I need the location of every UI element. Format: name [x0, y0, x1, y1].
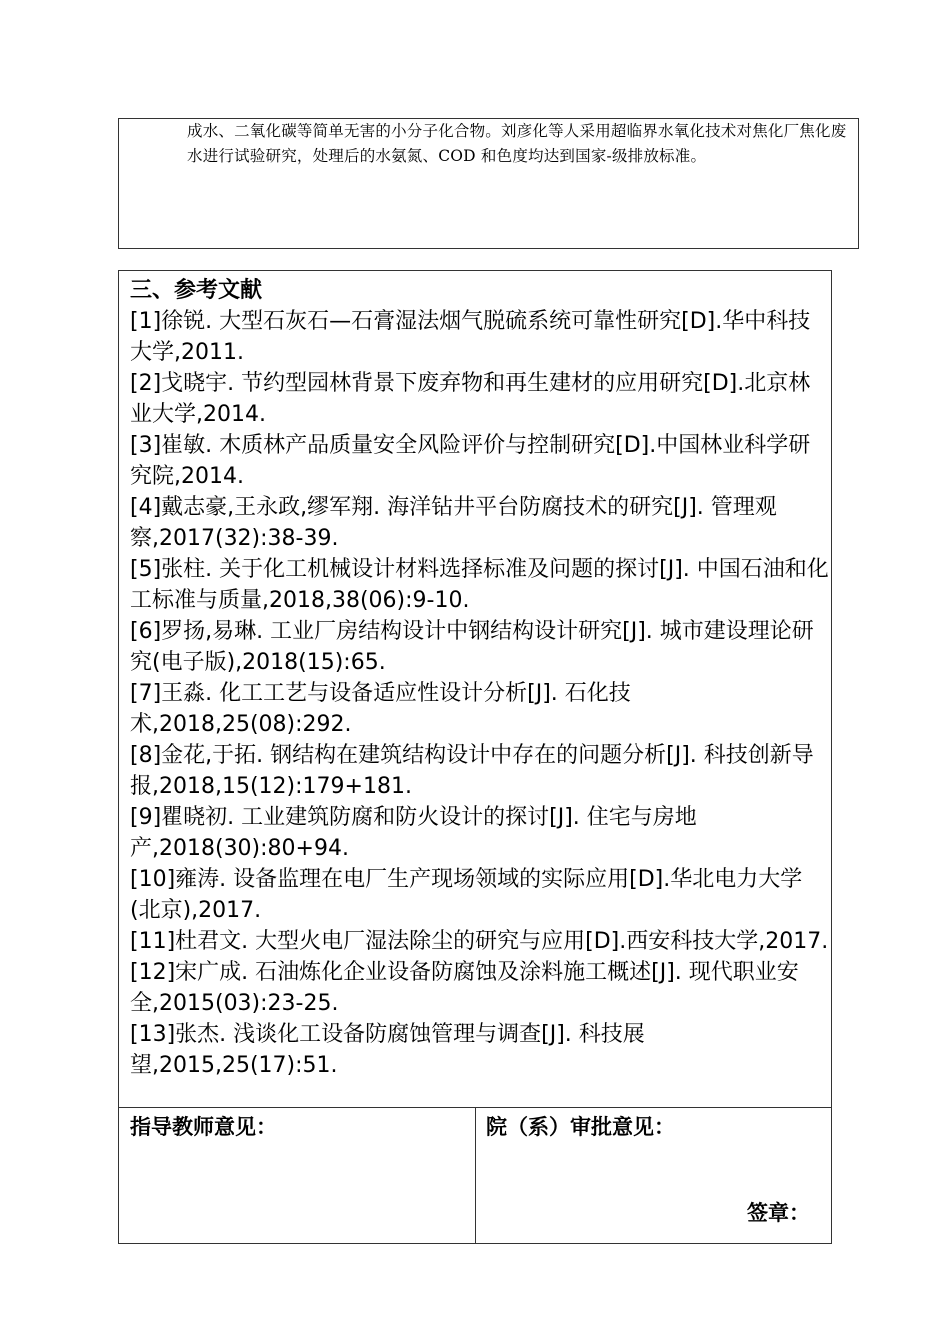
reference-item: [1]徐锐. 大型石灰石—石膏湿法烟气脱硫系统可靠性研究[D].华中科技大学,2011.: [130, 309, 811, 365]
reference-item: [3]崔敏. 木质林产品质量安全风险评价与控制研究[D].中国林业科学研究院,2014.: [130, 433, 811, 489]
column-divider: [475, 1108, 476, 1243]
reference-item: [5]张柱. 关于化工机械设计材料选择标准及问题的探讨[J]. 中国石油和化工标准与质量,2018,38(06):9-10.: [130, 557, 829, 613]
previous-section-box: [118, 118, 859, 249]
reference-item: [4]戴志豪,王永政,缪军翔. 海洋钻井平台防腐技术的研究[J]. 管理观察,2017(32):38-39.: [130, 495, 777, 551]
reference-item: [7]王淼. 化工工艺与设备适应性设计分析[J]. 石化技术,2018,25(08):292.: [130, 681, 631, 737]
references-section: [118, 270, 832, 1108]
references-list: [130, 306, 830, 1081]
reference-item: [10]雍涛. 设备监理在电厂生产现场领域的实际应用[D].华北电力大学(北京),2017.: [130, 867, 803, 923]
department-opinion-label: 院（系）审批意见：: [486, 1115, 675, 1139]
reference-item: [13]张杰. 浅谈化工设备防腐蚀管理与调查[J]. 科技展望,2015,25(17):51.: [130, 1022, 645, 1078]
reference-item: [11]杜君文. 大型火电厂湿法除尘的研究与应用[D].西安科技大学,2017.: [130, 929, 829, 954]
reference-item: [9]瞿晓初. 工业建筑防腐和防火设计的探讨[J]. 住宅与房地产,2018(30):80+94.: [130, 805, 697, 861]
references-heading: 三、参考文献: [130, 278, 263, 303]
stamp-label: 签章：: [747, 1201, 810, 1225]
body-paragraph: 成水、二氧化碳等简单无害的小分子化合物。刘彦化等人采用超临界水氧化技术对焦化厂焦化废水进行试验研究，处理后的水氨氮、COD 和色度均达到国家-级排放标准。: [187, 122, 847, 165]
approval-table: [118, 1107, 832, 1244]
reference-item: [2]戈晓宇. 节约型园林背景下废弃物和再生建材的应用研究[D].北京林业大学,2014.: [130, 371, 811, 427]
reference-item: [12]宋广成. 石油炼化企业设备防腐蚀及涂料施工概述[J]. 现代职业安全,2015(03):23-25.: [130, 960, 799, 1016]
teacher-opinion-label: 指导教师意见：: [130, 1115, 277, 1139]
reference-item: [6]罗扬,易琳. 工业厂房结构设计中钢结构设计研究[J]. 城市建设理论研究(电子版),2018(15):65.: [130, 619, 814, 675]
reference-item: [8]金花,于拓. 钢结构在建筑结构设计中存在的问题分析[J]. 科技创新导报,2018,15(12):179+181.: [130, 743, 814, 799]
